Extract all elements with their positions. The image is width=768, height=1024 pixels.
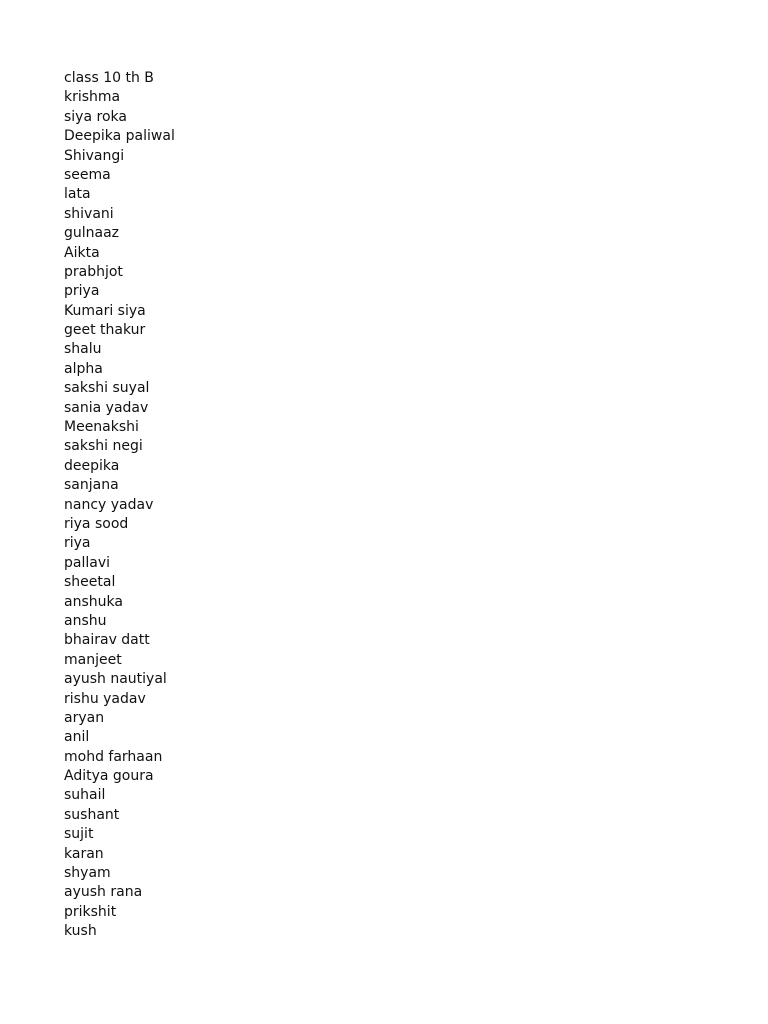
student-name: siya roka — [64, 108, 127, 125]
student-name: prikshit — [64, 903, 117, 920]
student-name: sania yadav — [64, 399, 149, 416]
student-name: sujit — [64, 826, 94, 843]
student-name: pallavi — [64, 554, 110, 571]
student-name: suhail — [64, 787, 106, 804]
student-name: Shivangi — [64, 147, 125, 164]
student-name: sakshi negi — [64, 438, 143, 455]
student-name: mohd farhaan — [64, 748, 163, 765]
student-name: riya — [64, 535, 91, 552]
student-name: lata — [64, 186, 91, 203]
student-name: shalu — [64, 341, 102, 358]
student-name: sheetal — [64, 574, 116, 591]
student-name: anshuka — [64, 593, 123, 610]
student-name: sanjana — [64, 477, 119, 494]
student-name: Aikta — [64, 244, 100, 261]
student-name: ayush rana — [64, 884, 143, 901]
student-name: riya sood — [64, 515, 129, 532]
student-name: shivani — [64, 205, 114, 222]
student-name: Aditya goura — [64, 768, 154, 785]
student-name-list — [64, 69, 175, 942]
student-name: krishma — [64, 89, 121, 106]
student-name: nancy yadav — [64, 496, 154, 513]
student-name: deepika — [64, 457, 120, 474]
student-name: karan — [64, 845, 104, 862]
student-name: priya — [64, 283, 100, 300]
student-name: Meenakshi — [64, 419, 139, 436]
student-name: geet thakur — [64, 322, 146, 339]
student-name: alpha — [64, 360, 103, 377]
student-name: prabhjot — [64, 263, 123, 280]
student-name: Kumari siya — [64, 302, 146, 319]
student-name: anil — [64, 729, 90, 746]
student-name: Deepika paliwal — [64, 128, 175, 145]
class-heading: class 10 th B — [64, 70, 154, 86]
student-name: bhairav datt — [64, 632, 150, 649]
student-name: shyam — [64, 865, 111, 882]
student-name: anshu — [64, 612, 107, 629]
student-name: seema — [64, 166, 111, 183]
student-name: manjeet — [64, 651, 122, 668]
student-name: kush — [64, 923, 97, 940]
student-name: sakshi suyal — [64, 380, 150, 397]
student-name: rishu yadav — [64, 690, 146, 707]
student-name: sushant — [64, 806, 120, 823]
student-name: gulnaaz — [64, 225, 120, 242]
student-name: aryan — [64, 709, 105, 726]
student-name: ayush nautiyal — [64, 671, 167, 688]
